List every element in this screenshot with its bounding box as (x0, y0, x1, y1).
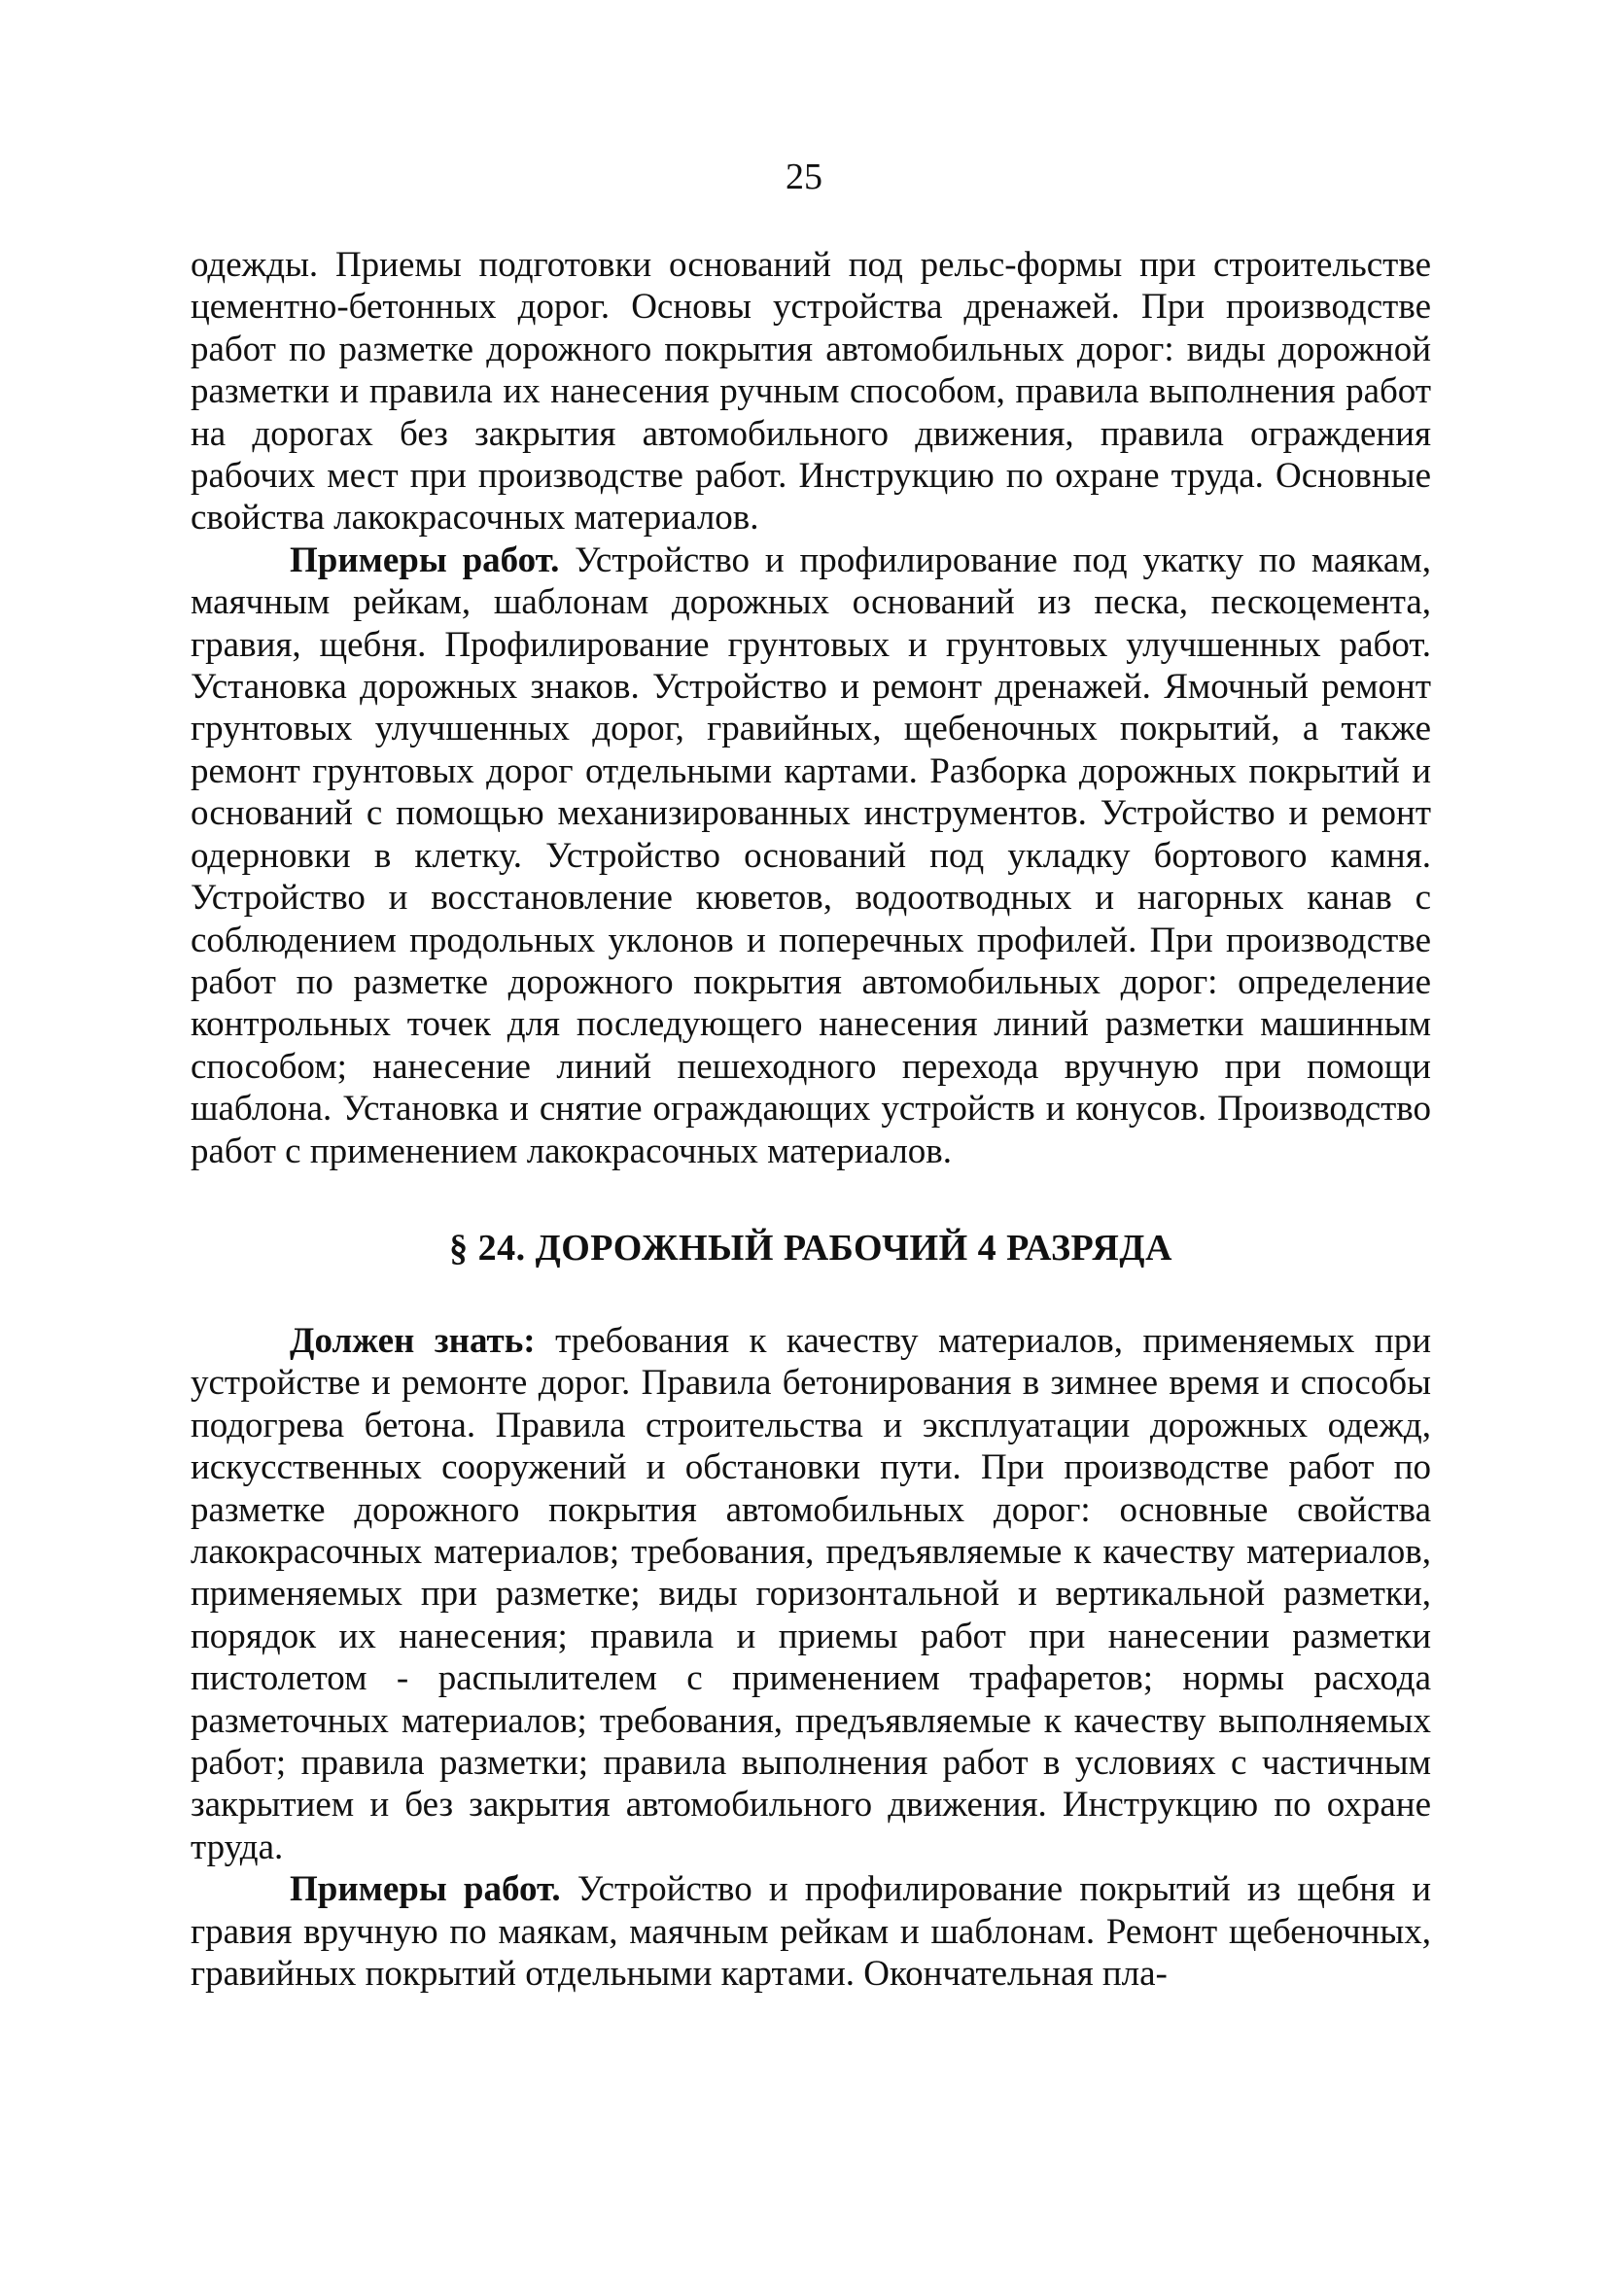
section-title: § 24. ДОРОЖНЫЙ РАБОЧИЙ 4 РАЗРЯДА (449, 1227, 1172, 1269)
paragraph-lead: Примеры работ. (290, 539, 560, 580)
paragraph-must-know (191, 1320, 1431, 1868)
page-number: 25 (786, 157, 822, 197)
paragraph-text: Устройство и профилирование под укатку по маякам, маячным рейкам, шаблонам дорожных оснований из песка, пескоцемента, гравия, щебня. Профилирование грунтовых и грунтовых улучшенных работ. Установка дорожных знаков. Устройство и ремонт дренажей. Ямочный ремонт грунтовых улучшенных дорог, гравийных, щебеночных покрытий, а также ремонт грунтовых дорог отдельными картами. Разборка дорожных покрытий и оснований с помощью механизированных инструментов. Устройство и ремонт одерновки в клетку. Устройство оснований под укладку бортового камня. Устройство и восстановление кюветов, водоотводных и нагорных канав с соблюдением продольных уклонов и поперечных профилей. При производстве работ по разметке дорожного покрытия автомобильных дорог: определение контрольных точек для последующего нанесения линий разметки машинным способом; нанесение линий пешеходного перехода вручную при помощи шаблона. Установка и снятие ограждающих устройств и конусов. Производство работ с применением лакокрасочных материалов. (191, 539, 1431, 1171)
paragraph-lead: Должен знать: (290, 1320, 536, 1361)
paragraph-work-examples-grade-4 (191, 1868, 1431, 1995)
paragraph-lead: Примеры работ. (290, 1869, 561, 1910)
paragraph-text: требования к качеству материалов, применяемых при устройстве и ремонте дорог. Правила бетонирования в зимнее время и способы подогрева бетона. Правила строительства и эксплуатации дорожных одежд, искусственных сооружений и обстановки пути. При производстве работ по разметке дорожного покрытия автомобильных дорог: основные свойства лакокрасочных материалов; требования, предъявляемые к качеству материалов, применяемых при разметке; виды горизонтальной и вертикальной разметки, порядок их нанесения; правила и приемы работ при нанесении разметки пистолетом - распылителем с применением трафаретов; нормы расхода разметочных материалов; требования, предъявляемые к качеству выполняемых работ; правила разметки; правила выполнения работ в условиях с частичным закрытием и без закрытия автомобильного движения. Инструкцию по охране труда. (191, 1320, 1431, 1867)
body-text (191, 244, 1431, 1995)
paragraph-work-examples-grade-3 (191, 539, 1431, 1172)
paragraph-text: Устройство и профилирование покрытий из щебня и гравия вручную по маякам, маячным рейкам и шаблонам. Ремонт щебеночных, гравийных покрытий отдельными картами. Окончательная пла- (191, 1869, 1431, 1995)
paragraph-continuation: одежды. Приемы подготовки оснований под рельс-формы при строительстве цементно-бетонных дорог. Основы устройства дренажей. При производстве работ по разметке дорожного покрытия автомобильных дорог: виды дорожной разметки и правила их нанесения ручным способом, правила выполнения работ на дорогах без закрытия автомобильного движения, правила ограждения рабочих мест при производстве работ. Инструкцию по охране труда. Основные свойства лакокрасочных материалов. (191, 245, 1431, 539)
